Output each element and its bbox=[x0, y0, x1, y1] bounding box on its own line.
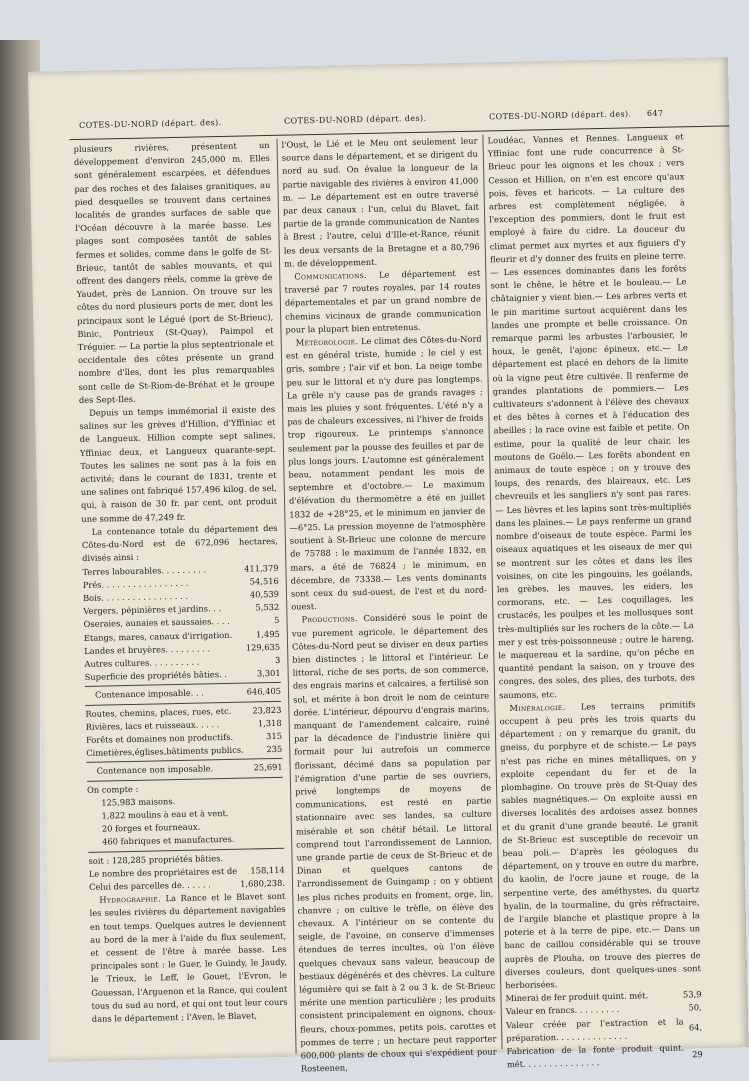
row-value: 129,635 bbox=[245, 641, 281, 653]
row-label: Forêts et domaines non productifs. bbox=[85, 731, 234, 745]
header-center: COTES-DU-NORD (départ. des). bbox=[283, 113, 427, 126]
row-value: 1,495 bbox=[255, 628, 280, 639]
page-number: 647 bbox=[646, 108, 664, 119]
total-label: Contenance imposable. . . bbox=[94, 687, 205, 701]
row-label: Bois. . . . . . . . . . . . . . . . . bbox=[82, 590, 189, 603]
section-text: Le département est traversé par 7 routes royales, par 14 routes départementales et par un grand nombre de chemins vicinaux de grande communication pour la plupart bien entretenus. bbox=[284, 267, 482, 335]
row-label: Celui des parcelles de. . . . . . bbox=[88, 879, 211, 892]
paragraph: l'Oust, le Lié et le Meu ont seulement leur source dans le département, et se dirigent du nord au sud. On évalue la longueur de la partie navigable des rivières à environ 41,000 m. — Le département est en outre traversé par deux canaux : l'un, celui du Blavet, fait partie de la grande communication de Nantes à Brest ; l'autre, celui d'Ille-et-Rance, réunit les deux versants de la Bretagne et a 80,796 m. de développement. bbox=[281, 135, 480, 269]
row-value: 3,301 bbox=[256, 667, 281, 679]
header-right: COTES-DU-NORD (départ. des). bbox=[488, 109, 632, 122]
compte-title: On compte : bbox=[86, 783, 139, 795]
row-value: 29 bbox=[692, 1048, 703, 1059]
row-label: Etangs, mares, canaux d'irrigation. bbox=[83, 629, 233, 643]
header-left: COTES-DU-NORD (départ. des). bbox=[79, 117, 222, 130]
land-table bbox=[82, 561, 280, 684]
section-label: Productions. bbox=[301, 613, 358, 625]
row-label: Rivières, lacs et ruisseaux. . . . . bbox=[85, 718, 220, 732]
paragraph-mineralogie bbox=[499, 698, 701, 993]
row-label: Cimetières,églises,bâtiments publics. bbox=[86, 744, 244, 759]
section-label: Communications. bbox=[294, 269, 368, 282]
row-value: 1,318 bbox=[257, 717, 282, 729]
row-value: 1,680,238. bbox=[240, 877, 286, 889]
total-label: Contenance non imposable. bbox=[96, 763, 214, 777]
land-total bbox=[85, 685, 281, 702]
total-value: 25,691 bbox=[253, 762, 283, 773]
row-value: 23,823 bbox=[252, 704, 282, 715]
row-label: Prés. . . . . . . . . . . . . . . . . bbox=[82, 577, 189, 590]
row-label: Autres cultures. . . . . . . . . . bbox=[84, 656, 200, 669]
total-value: 646,405 bbox=[246, 686, 282, 697]
row-label: Landes et bruyères. . . . . . . . . bbox=[84, 643, 211, 656]
paragraph: plusieurs rivières, présentent un développement d'environ 245,000 m. Elles sont généralement escarpées, et défendues par des roches et des falaises granitiques, au pied desquelles se trouvent dans certaines localités de grandes surfaces de sable que l'Océan découvre à la marée basse. Les plages sont composées tantôt de sables fermes et solides, comme dans le golfe de St-Brieuc, tantôt de sables mouvants, et qui offrent des dangers réels, comme la grève de Yaudet, près de Lannion. On trouve sur les côtes du nord plusieurs ports de mer, dont les principaux sont le Légué (port de St-Brieuc), Binic, Pontrieux (St-Quay), Paimpol et Tréguier. — La partie la plus septentrionale et occidentale des côtes présente un grand nombre d'îles, dont les plus remarquables sont celle de St-Riom-de-Bréhat et le groupe des Sept-Iles. bbox=[73, 139, 275, 405]
row-value: 411,379 bbox=[244, 562, 279, 574]
section-label: Météorologie. bbox=[295, 336, 359, 348]
owners-table bbox=[89, 864, 286, 895]
nontax-table bbox=[85, 703, 282, 760]
row-value: 5 bbox=[274, 615, 280, 626]
row-label: Fabrication de la fonte produit quint. mét. . . . . . . . . . . . . . . bbox=[506, 1042, 685, 1070]
table-row bbox=[506, 1015, 703, 1046]
list-item: 460 fabriques et manufactures. bbox=[102, 834, 235, 847]
row-label: Vergers, pépinières et jardins. . . bbox=[83, 603, 222, 617]
table-row bbox=[86, 743, 282, 760]
row-label: Routes, chemins, places, rues, etc. bbox=[85, 705, 232, 719]
row-value: 54,516 bbox=[249, 575, 279, 587]
row-value: 53,9 bbox=[682, 989, 702, 1000]
row-value: 158,114 bbox=[250, 864, 285, 876]
column-2 bbox=[281, 135, 497, 1076]
compte-list bbox=[87, 793, 284, 850]
row-label: Oseraies, aunaies et saussaies. . . . bbox=[83, 616, 230, 630]
section-label: Hydrographie. bbox=[99, 893, 162, 905]
row-value: 50, bbox=[688, 1002, 702, 1013]
column-1 bbox=[73, 139, 287, 1026]
paragraph-hydrographie bbox=[89, 890, 288, 1026]
column-3 bbox=[487, 130, 703, 1071]
paragraph: Loudéac, Vannes et Rennes. Langueux et Yffiniac font une rude concurrence à St-Brieuc pour les oignons et les choux ; vers Cesson et Hillion, on n'en est encore qu'aux pois, fèves et haricots. — La culture des arbres est complètement négligée, à l'exception des pommiers, dont le fruit est employé à faire du cidre. La douceur du climat permet aux myrtes et aux figuiers d'y fleurir et d'y donner des fruits en pleine terre. — Les essences dominantes dans les forêts sont le chêne, le hêtre et le bouleau.— Le châtaignier y vient bien.— Les arbres verts et le pin maritime surtout acquièrent dans les landes une prompte et belle croissance. On remarque parmi les arbustes l'arbousier, le houx, le genêt, l'ajonc épineux, etc.— Le département est placé en dehors de la limite où la vigne peut être cultivée. Il renferme de grandes plantations de pommiers.— Les cultivateurs s'adonnent à l'élève des chevaux et des bêtes à cornes et à l'éducation des abeilles ; la race ovine est faible et petite. On estime, pour la qualité de leur chair, les moutons de Goëlo.— Les forêts abondent en animaux de toute espèce ; on y trouve des loups, des renards, des blaireaux, etc. Les chevreuils et les sangliers n'y sont pas rares. — Les lièvres et les lapins sont très-multipliés dans les plaines.— Le pays renferme un grand nombre d'oiseaux de toute espèce. Parmi les oiseaux aquatiques et les oiseaux de mer qui se montrent sur les côtes et dans les îles voisines, on cite les pingouins, les goélands, les grèbes, les mauves, les eiders, les cormorans, etc. — Les coquillages, les crustacés, les poulpes et les mollusques sont très-multipliés sur les rochers de la côte.— La mer y est très-poissonneuse ; outre le hareng, le maquereau et la sardine, qu'on pêche en quantité pendant la saison, on y trouve des congres, des soles, des plies, des turbots, des saumons, etc. bbox=[487, 131, 695, 700]
paragraph: Depuis un temps immémorial il existe des salines sur les grèves d'Hillion, d'Yffiniac et de Langueux. Hillion compte sept salines, Yffiniac deux, et Langueux quarante-sept. Toutes les salines ne sont pas à la fois en activité; dans le courant de 1831, trente et une salines ont fabriqué 157,496 kilog. de sel, qui, à raison de 30 fr. par cent, ont produit une somme de 47,249 fr. bbox=[79, 403, 278, 524]
section-label: Minéralogie. bbox=[509, 701, 566, 713]
list-item: 1,822 moulins à eau et à vent. bbox=[101, 807, 229, 821]
row-value: 235 bbox=[266, 743, 283, 755]
row-value: 5,532 bbox=[255, 601, 280, 613]
section-text: Les terrains primitifs occupent à peu près les trois quarts du département ; on y remarque du granit, du gneiss, du porphyre et de schiste.— Le pays n'est pas riche en mines métalliques, on y exploite cependant du fer et de la plombagine. On trouve près de St-Quay des sables magnétiques.— On exploite aussi en diverses localités des ardoises assez bonnes et du granit d'une grande beauté. Le granit de St-Brieuc est susceptible de recevoir un beau poli.— D'après les géologues du département, on y trouve en outre du marbre, du kaolin, de l'ocre jaune et rouge, de la serpentine verte, des améthystes, du quartz hyalin, de la tourmaline, du grès réfractaire, de l'argile blanche et plastique propre à la poterie et à la terre de pipe, etc.— Dans un banc de caillou considérable qui se trouve auprès de Plouha, on trouve des pierres de diverses couleurs, dont quelques-unes sont herborisées. bbox=[499, 698, 702, 991]
table-row bbox=[85, 667, 281, 684]
table-row bbox=[506, 1041, 703, 1072]
row-value: 315 bbox=[266, 730, 283, 742]
paragraph-communications bbox=[284, 267, 481, 337]
section-text: Considéré sous le point de vue purement agricole, le département des Côtes-du-Nord peut se diviser en deux parties bien distinctes ; le littoral et l'intérieur. Le littoral, riche de ses ports, de son commerce, des engrais marins et calcaires, a fertilisé son sol, et mérite à bon droit le nom de ceinture dorée. L'intérieur, dépourvu d'engrais marins, manquant de l'amendement calcaire, ruiné par la décadence de l'industrie linière qui formait pour lui autrefois un commerce florissant, décimé dans sa population par l'émigration d'une partie de ses ouvriers, privé longtemps de moyens de communications, est resté en partie stationnaire avec ses landes, sa culture misérable et son chétif bétail. Le littoral comprend tout l'arrondissement de Lannion, une grande partie de ceux de St-Brieuc et de Dinan et quelques cantons de l'arrondissement de Guingamp ; on y obtient les plus riches produits en froment, orge, lin, chanvre ; on cultive le trèfle, on élève des chevaux. A l'intérieur on se contente du seigle, de l'avoine, on conserve d'immenses étendues de terres incultes, où l'on élève quelques chevaux sans valeur, beaucoup de bestiaux dégénérés et des chèvres. La culture légumière qui se fait à 2 ou 3 k. de St-Brieuc mérite une mention particulière ; les produits consistent principalement en oignons, choux-fleurs, choux-pommes, petits pois, carottes et pommes de terre ; un hectare peut rapporter 600,000 plants de choux qui s'expédient pour Rosteenen, bbox=[291, 610, 497, 1074]
book-page bbox=[28, 57, 749, 1074]
list-item: 125,983 maisons. bbox=[101, 795, 176, 808]
row-label: Terres labourables. . . . . . . . . bbox=[82, 563, 207, 577]
paragraph-productions bbox=[291, 610, 497, 1076]
soit-line: soit : 128,285 propriétés bâties. bbox=[88, 852, 224, 866]
list-item: 20 forges et fourneaux. bbox=[101, 821, 201, 834]
row-label: Valeur en francs. . . . . . . . . bbox=[505, 1004, 620, 1017]
row-value: 40,539 bbox=[249, 588, 280, 600]
paragraph: La contenance totale du département des Côtes-du-Nord est de 672,096 hectares, divisés ainsi : bbox=[81, 522, 278, 564]
section-text: Le climat des Côtes-du-Nord est en général triste, humide ; le ciel y est gris, sombre ; l'air vif et bon. La neige tombe peu sur le littoral et n'y dure pas longtemps. La grêle n'y cause pas de grands ravages ; mais les pluies y sont fréquentes. L'été n'y a pas de chaleurs excessives, ni l'hiver de froids trop rigoureux. Le printemps s'annonce seulement par la pousse des feuilles et par de plus longs jours. L'automne est généralement beau, notamment pendant les mois de septembre et d'octobre.— Le maximum d'élévation du thermomètre a été en juillet 1832 de +28°25, et le minimum en janvier de —6°25. La pression moyenne de l'atmosphère soutient à St-Brieuc une colonne de mercure de 75788 : le maximum de l'année 1832, en mars, a été de 76824 ; le minimum, en décembre, de 73338.— Les vents dominants sont ceux du sud-ouest, de l'est et du nord-ouest. bbox=[285, 333, 488, 612]
nontax-total bbox=[87, 761, 283, 778]
row-label: Le nombre des propriétaires est de bbox=[88, 865, 238, 879]
row-label: Valeur créée par l'extraction et la préparation. . . . . . . . . . . . . . bbox=[505, 1016, 684, 1044]
mineral-table bbox=[505, 988, 703, 1071]
row-value: 3 bbox=[274, 654, 281, 665]
paragraph-meteorologie bbox=[286, 333, 488, 614]
row-label: Superficie des propriétés bâties. . bbox=[84, 669, 228, 683]
row-label: Minerai de fer produit quint. mét. bbox=[505, 990, 649, 1004]
section-text: La Rance et le Blavet sont les seules rivières du département navigables en tout temps. Quelques autres le deviennent au bord de la mer à l'aide du flux seulement, et cessent de l'être à marée basse. Les principales sont : le Guer, le Guindy, le Jaudy, le Trieux, le Leff, le Gouet, l'Evron, le Gouessan, l'Arguenon et la Rance, qui coulent tous du sud au nord, et qui ont tout leur cours dans le département ; l'Aven, le Blavet, bbox=[89, 890, 288, 1024]
row-value: 64, bbox=[688, 1022, 703, 1033]
